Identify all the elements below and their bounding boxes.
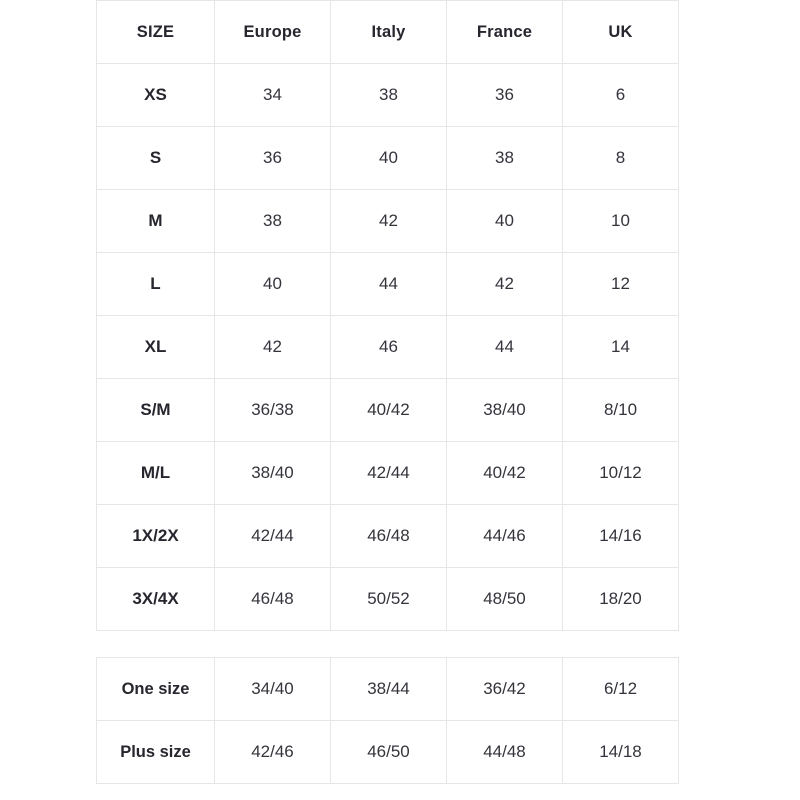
cell-italy: 38/44 — [331, 658, 447, 721]
size-chart-container — [96, 0, 678, 784]
table-row — [97, 442, 679, 505]
table-header — [97, 1, 679, 64]
table-row — [97, 190, 679, 253]
cell-italy: 46/50 — [331, 721, 447, 784]
table-row — [97, 721, 679, 784]
table-body-secondary — [97, 658, 679, 784]
cell-europe: 42/46 — [215, 721, 331, 784]
table-divider-space — [96, 631, 678, 657]
table-row — [97, 505, 679, 568]
row-label: 1X/2X — [97, 505, 215, 568]
cell-italy: 50/52 — [331, 568, 447, 631]
cell-italy: 46 — [331, 316, 447, 379]
row-label: S/M — [97, 379, 215, 442]
cell-europe: 46/48 — [215, 568, 331, 631]
cell-france: 44 — [447, 316, 563, 379]
cell-europe: 34 — [215, 64, 331, 127]
cell-uk: 14 — [563, 316, 679, 379]
cell-france: 36/42 — [447, 658, 563, 721]
cell-france: 44/48 — [447, 721, 563, 784]
table-header-row — [97, 1, 679, 64]
table-row — [97, 379, 679, 442]
row-label: L — [97, 253, 215, 316]
row-label: XS — [97, 64, 215, 127]
row-label: M — [97, 190, 215, 253]
table-row — [97, 127, 679, 190]
row-label: M/L — [97, 442, 215, 505]
cell-uk: 12 — [563, 253, 679, 316]
cell-europe: 38 — [215, 190, 331, 253]
cell-uk: 10/12 — [563, 442, 679, 505]
cell-italy: 42 — [331, 190, 447, 253]
cell-italy: 44 — [331, 253, 447, 316]
cell-europe: 36 — [215, 127, 331, 190]
cell-europe: 42 — [215, 316, 331, 379]
cell-italy: 40/42 — [331, 379, 447, 442]
row-label: Plus size — [97, 721, 215, 784]
table-row — [97, 658, 679, 721]
size-conversion-table — [96, 0, 679, 631]
cell-uk: 8/10 — [563, 379, 679, 442]
cell-europe: 38/40 — [215, 442, 331, 505]
table-row — [97, 316, 679, 379]
cell-uk: 10 — [563, 190, 679, 253]
cell-france: 40/42 — [447, 442, 563, 505]
row-label: S — [97, 127, 215, 190]
row-label: One size — [97, 658, 215, 721]
column-header-france: France — [447, 1, 563, 64]
cell-france: 48/50 — [447, 568, 563, 631]
cell-uk: 14/18 — [563, 721, 679, 784]
column-header-europe: Europe — [215, 1, 331, 64]
cell-uk: 8 — [563, 127, 679, 190]
row-label: 3X/4X — [97, 568, 215, 631]
table-row — [97, 253, 679, 316]
cell-italy: 42/44 — [331, 442, 447, 505]
table-row — [97, 64, 679, 127]
cell-uk: 18/20 — [563, 568, 679, 631]
row-label: XL — [97, 316, 215, 379]
size-conversion-table-secondary — [96, 657, 679, 784]
cell-france: 42 — [447, 253, 563, 316]
table-row — [97, 568, 679, 631]
cell-europe: 42/44 — [215, 505, 331, 568]
cell-france: 38 — [447, 127, 563, 190]
cell-europe: 40 — [215, 253, 331, 316]
cell-france: 40 — [447, 190, 563, 253]
cell-france: 38/40 — [447, 379, 563, 442]
cell-france: 36 — [447, 64, 563, 127]
column-header-size: SIZE — [97, 1, 215, 64]
column-header-uk: UK — [563, 1, 679, 64]
cell-italy: 40 — [331, 127, 447, 190]
column-header-italy: Italy — [331, 1, 447, 64]
cell-europe: 34/40 — [215, 658, 331, 721]
cell-italy: 46/48 — [331, 505, 447, 568]
cell-italy: 38 — [331, 64, 447, 127]
cell-uk: 6/12 — [563, 658, 679, 721]
cell-europe: 36/38 — [215, 379, 331, 442]
table-body — [97, 64, 679, 631]
cell-uk: 6 — [563, 64, 679, 127]
cell-france: 44/46 — [447, 505, 563, 568]
cell-uk: 14/16 — [563, 505, 679, 568]
